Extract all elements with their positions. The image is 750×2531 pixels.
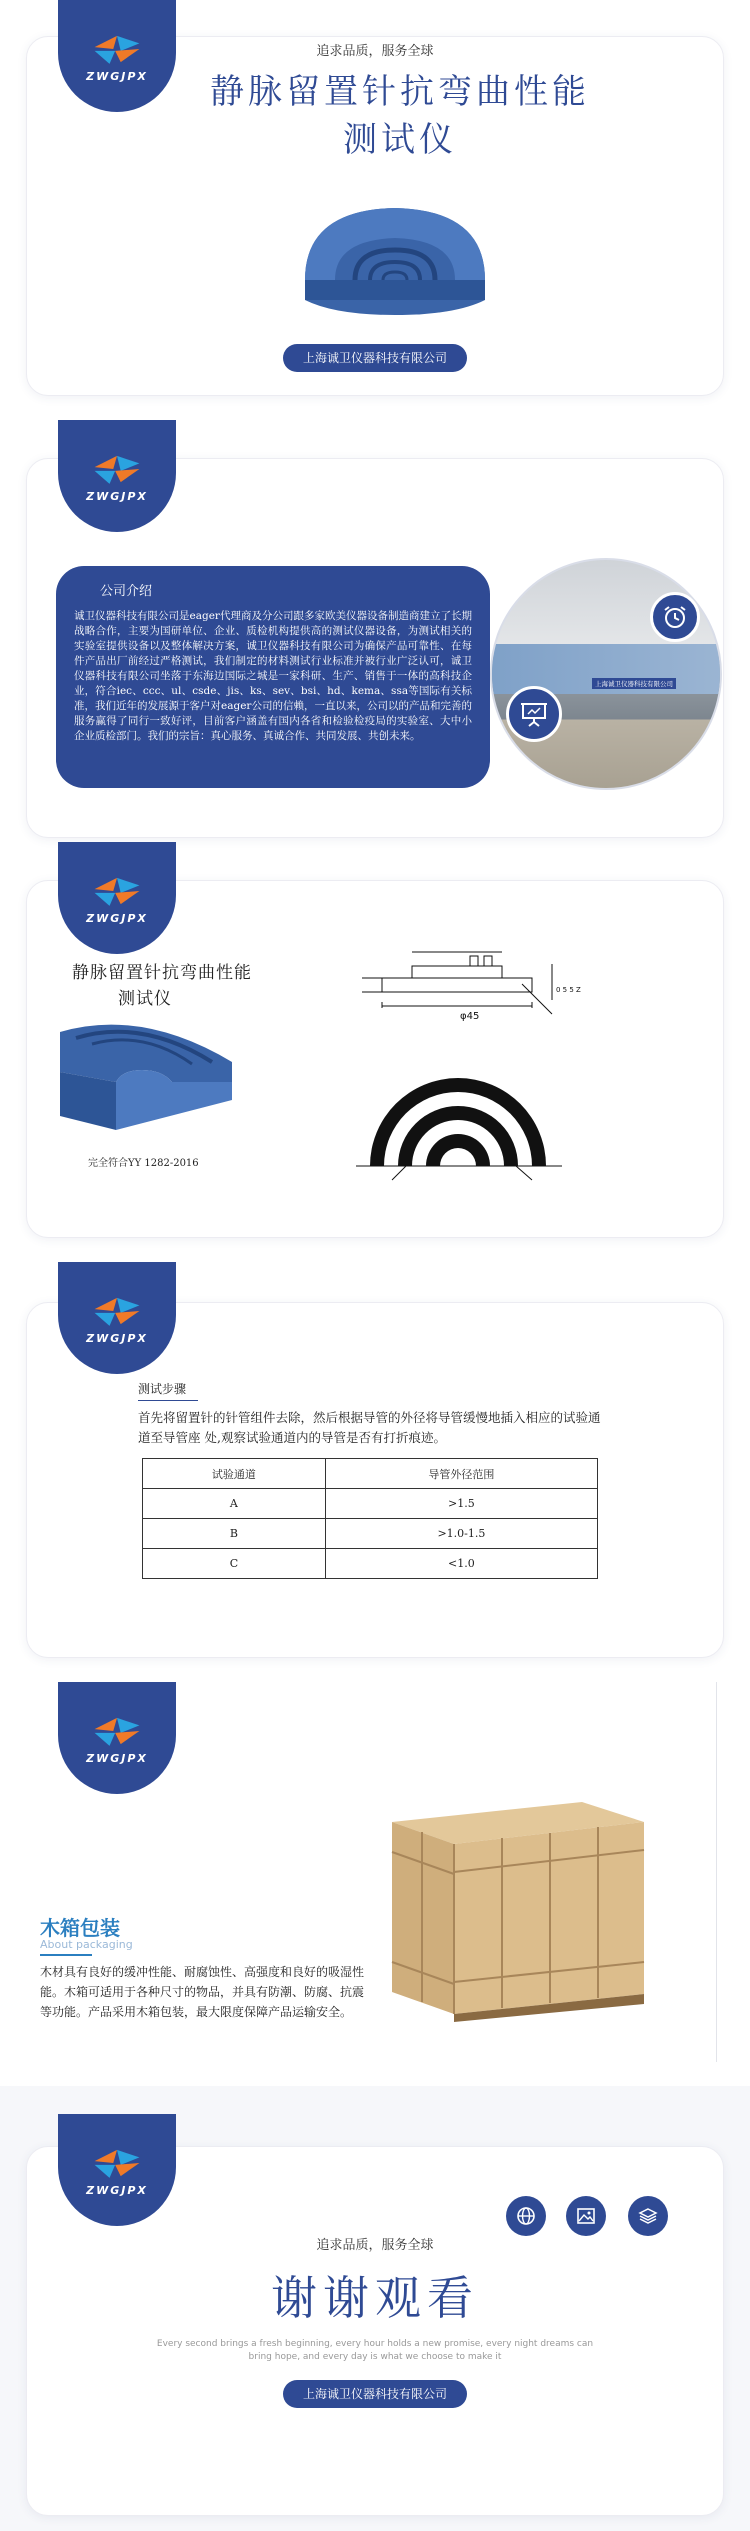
packaging-subtitle: About packaging — [40, 1938, 133, 1951]
logo-icon — [89, 2144, 145, 2182]
building-sign: 上海诚卫仪器科技有限公司 — [592, 678, 676, 689]
steps-section — [0, 1262, 750, 1662]
closing-title: 谢谢观看 — [271, 2271, 479, 2325]
image-icon — [566, 2196, 606, 2236]
hero-title-line1: 静脉留置针抗弯曲性能 — [210, 72, 590, 112]
steps-heading: 测试步骤 — [138, 1382, 187, 1396]
hero-section — [0, 0, 750, 400]
product-standard: 完全符合YY 1282-2016 — [88, 1158, 199, 1169]
hero-company-pill: 上海诚卫仪器科技有限公司 — [283, 344, 467, 372]
layers-icon — [628, 2196, 668, 2236]
product-title-line1: 静脉留置针抗弯曲性能 — [72, 963, 252, 983]
table-header-cell: 导管外径范围 — [325, 1459, 597, 1489]
closing-section — [0, 2086, 750, 2531]
product-photo — [52, 1012, 242, 1142]
intro-body: 诚卫仪器科技有限公司是eager代理商及分公司跟多家欧美仪器设备制造商建立了长期战略合作，主要为国研单位、企业、质检机构提供高的测试仪器设备，为测试相关的实验室提供设备以及整体解决方案，诚卫仪器科技有限公司为确保产品可靠性、在每件产品出厂前经过严格测试，我们制定的材料测试行业标准并被行业广泛认可，诚卫仪器科技有限公司坐落于东海边国际之城是一家科研、生产、销售于一体的高科技企业，符合iec、ccc、ul、csde、jis、ks、sev、bsi、hd、kema、ssa等国际有关标准，我们近年的发展源于客户对eager公司的信赖，一直以来，公司以的产品和完善的服务赢得了同行一致好评，目前客户涵盖有国内各省和检验检疫局的实验室、大中小企业质检部门。我们的宗旨：真心服务、真诚合作、共同发展、共创未来。 — [74, 610, 472, 742]
table-header-cell: 试验通道 — [143, 1459, 326, 1489]
packaging-title: 木箱包装 — [40, 1916, 120, 1940]
alarm-clock-icon — [650, 592, 700, 642]
logo-text: ZWGJPX — [86, 489, 148, 503]
table-cell: >1.0-1.5 — [325, 1519, 597, 1549]
table-cell: >1.5 — [325, 1489, 597, 1519]
closing-english: Every second brings a fresh beginning, every hour holds a new promise, every night dreams can bring hope, and every day is what we choose to make it — [156, 2339, 594, 2362]
intro-section — [0, 420, 750, 840]
logo-text: ZWGJPX — [86, 69, 148, 83]
packaging-divider — [716, 1682, 717, 2062]
hero-slogan: 追求品质，服务全球 — [316, 44, 434, 59]
logo-text: ZWGJPX — [86, 1751, 148, 1765]
channel-table — [142, 1458, 598, 1579]
logo-text: ZWGJPX — [86, 1331, 148, 1345]
product-title-line2: 测试仪 — [118, 989, 172, 1009]
packaging-body: 木材具有良好的缓冲性能、耐腐蚀性、高强度和良好的吸湿性能。木箱可适用于各种尺寸的物品，并具有防潮、防腐、抗震等功能。产品采用木箱包装，最大限度保障产品运输安全。 — [40, 1965, 365, 2019]
packaging-section — [0, 1682, 750, 2082]
table-cell: A — [143, 1489, 326, 1519]
table-cell: B — [143, 1519, 326, 1549]
logo-icon — [89, 1712, 145, 1750]
hero-title-line2: 测试仪 — [343, 120, 457, 160]
logo-text: ZWGJPX — [86, 911, 148, 925]
closing-slogan: 追求品质，服务全球 — [316, 2238, 434, 2253]
logo-icon — [89, 1292, 145, 1330]
table-cell: <1.0 — [325, 1549, 597, 1579]
diagram-dimension: φ45 — [460, 1011, 480, 1022]
table-cell: C — [143, 1549, 326, 1579]
wooden-crate-image — [382, 1782, 652, 2022]
globe-icon — [506, 2196, 546, 2236]
logo-text: ZWGJPX — [86, 2183, 148, 2197]
product-render-image — [295, 200, 495, 320]
packaging-underline — [40, 1954, 92, 1956]
logo-badge — [58, 1682, 176, 1794]
table-row — [143, 1489, 598, 1519]
intro-heading: 公司介绍 — [100, 584, 153, 599]
table-row — [143, 1519, 598, 1549]
steps-body: 首先将留置针的针管组件去除，然后根据导管的外径将导管缓慢地插入相应的试验通道至导管座 处,观察试验通道内的导管是否有打折痕迹。 — [138, 1410, 601, 1445]
presentation-icon — [506, 686, 562, 742]
table-row — [143, 1549, 598, 1579]
building-photo — [490, 558, 722, 790]
diagram-side-label: 0 5 5 Z — [556, 986, 581, 994]
product-section — [0, 842, 750, 1242]
logo-icon — [89, 450, 145, 488]
intro-panel — [56, 566, 490, 788]
technical-drawing — [352, 944, 582, 1184]
logo-icon — [89, 872, 145, 910]
table-header-row — [143, 1459, 598, 1489]
closing-company-pill: 上海诚卫仪器科技有限公司 — [283, 2380, 467, 2408]
steps-underline — [138, 1400, 198, 1401]
